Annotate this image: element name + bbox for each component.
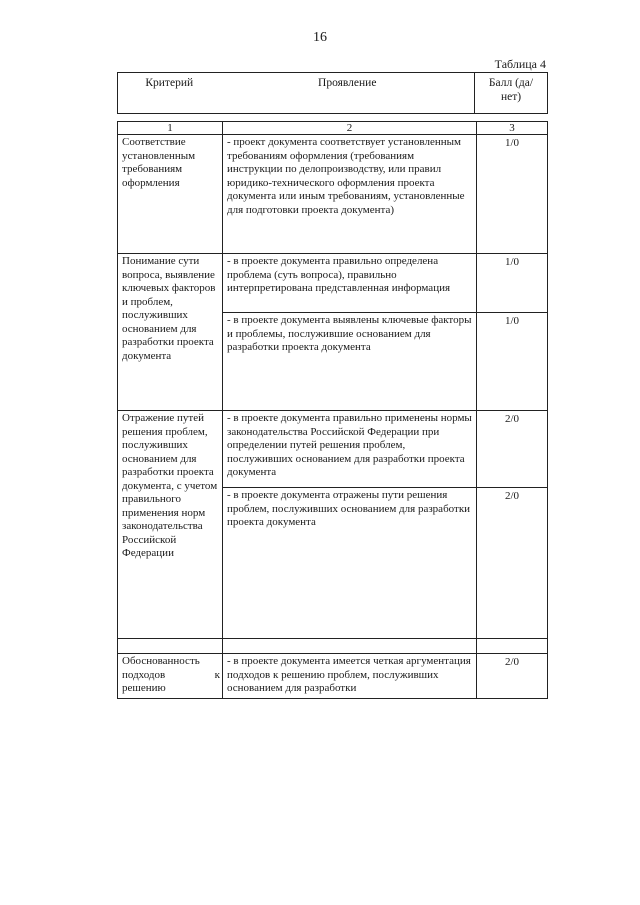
manifestation-cell: - в проекте документа выявлены ключевые факторы и проблемы, послужившие основанием для разработки проекта документа (223, 313, 477, 411)
criterion-cell: Понимание сути вопроса, выявление ключевых факторов и проблем, послуживших основанием для разработки проекта документа (118, 254, 223, 411)
manifestation-cell: - в проекте документа имеется четкая аргументация подходов к решению проблем, послуживших основанием для разработки (223, 654, 477, 699)
column-number: 2 (223, 122, 477, 135)
score-cell: 1/0 (477, 135, 548, 254)
manifestation-cell: - в проекте документа правильно применены нормы законодательства Российской Федерации при определении путей решения проблем, послуживших основанием для разработки проекта документа (223, 411, 477, 488)
criteria-table (117, 121, 548, 699)
table-row (118, 254, 548, 313)
header-criterion: Критерий (118, 73, 221, 114)
header-table (117, 72, 548, 114)
criterion-cell: Соответствие установленным требованиям оформления (118, 135, 223, 254)
header-row (118, 73, 548, 114)
table-row (118, 411, 548, 488)
gap-cell (118, 639, 223, 654)
score-cell: 2/0 (477, 488, 548, 639)
table-gap (118, 639, 548, 654)
criterion-word: подходов (122, 668, 166, 681)
gap-cell (477, 639, 548, 654)
table-caption: Таблица 4 (494, 57, 546, 71)
criterion-cell: Отражение путей решения проблем, послуживших основанием для разработки проекта документа, с учетом правильного применения норм законодательства Российской Федерации (118, 411, 223, 639)
score-cell: 1/0 (477, 313, 548, 411)
column-number-row (118, 122, 548, 135)
manifestation-cell: - в проекте документа правильно определена проблема (суть вопроса), правильно интерпретирована представленная информация (223, 254, 477, 313)
table-row (118, 135, 548, 254)
header-score: Балл (да/нет) (475, 73, 548, 114)
criterion-line: Обоснованность (122, 655, 200, 667)
score-cell: 2/0 (477, 654, 548, 699)
criterion-cell (118, 654, 223, 699)
table-row (118, 654, 548, 699)
manifestation-cell: - в проекте документа отражены пути решения проблем, послуживших основанием для разработки проекта документа (223, 488, 477, 639)
score-cell: 2/0 (477, 411, 548, 488)
score-cell: 1/0 (477, 254, 548, 313)
gap-cell (223, 639, 477, 654)
column-number: 3 (477, 122, 548, 135)
criterion-line (122, 669, 220, 683)
column-number: 1 (118, 122, 223, 135)
manifestation-cell: - проект документа соответствует установленным требованиям оформления (требованиям инструкции по делопроизводству, или правил юридико-технического оформления проекта документа или иным требованиям, установленные для подготовки проекта документа) (223, 135, 477, 254)
criterion-line: решению (122, 682, 166, 694)
page-number: 16 (313, 30, 327, 45)
criterion-word: к (214, 668, 220, 681)
header-manifestation: Проявление (221, 73, 475, 114)
